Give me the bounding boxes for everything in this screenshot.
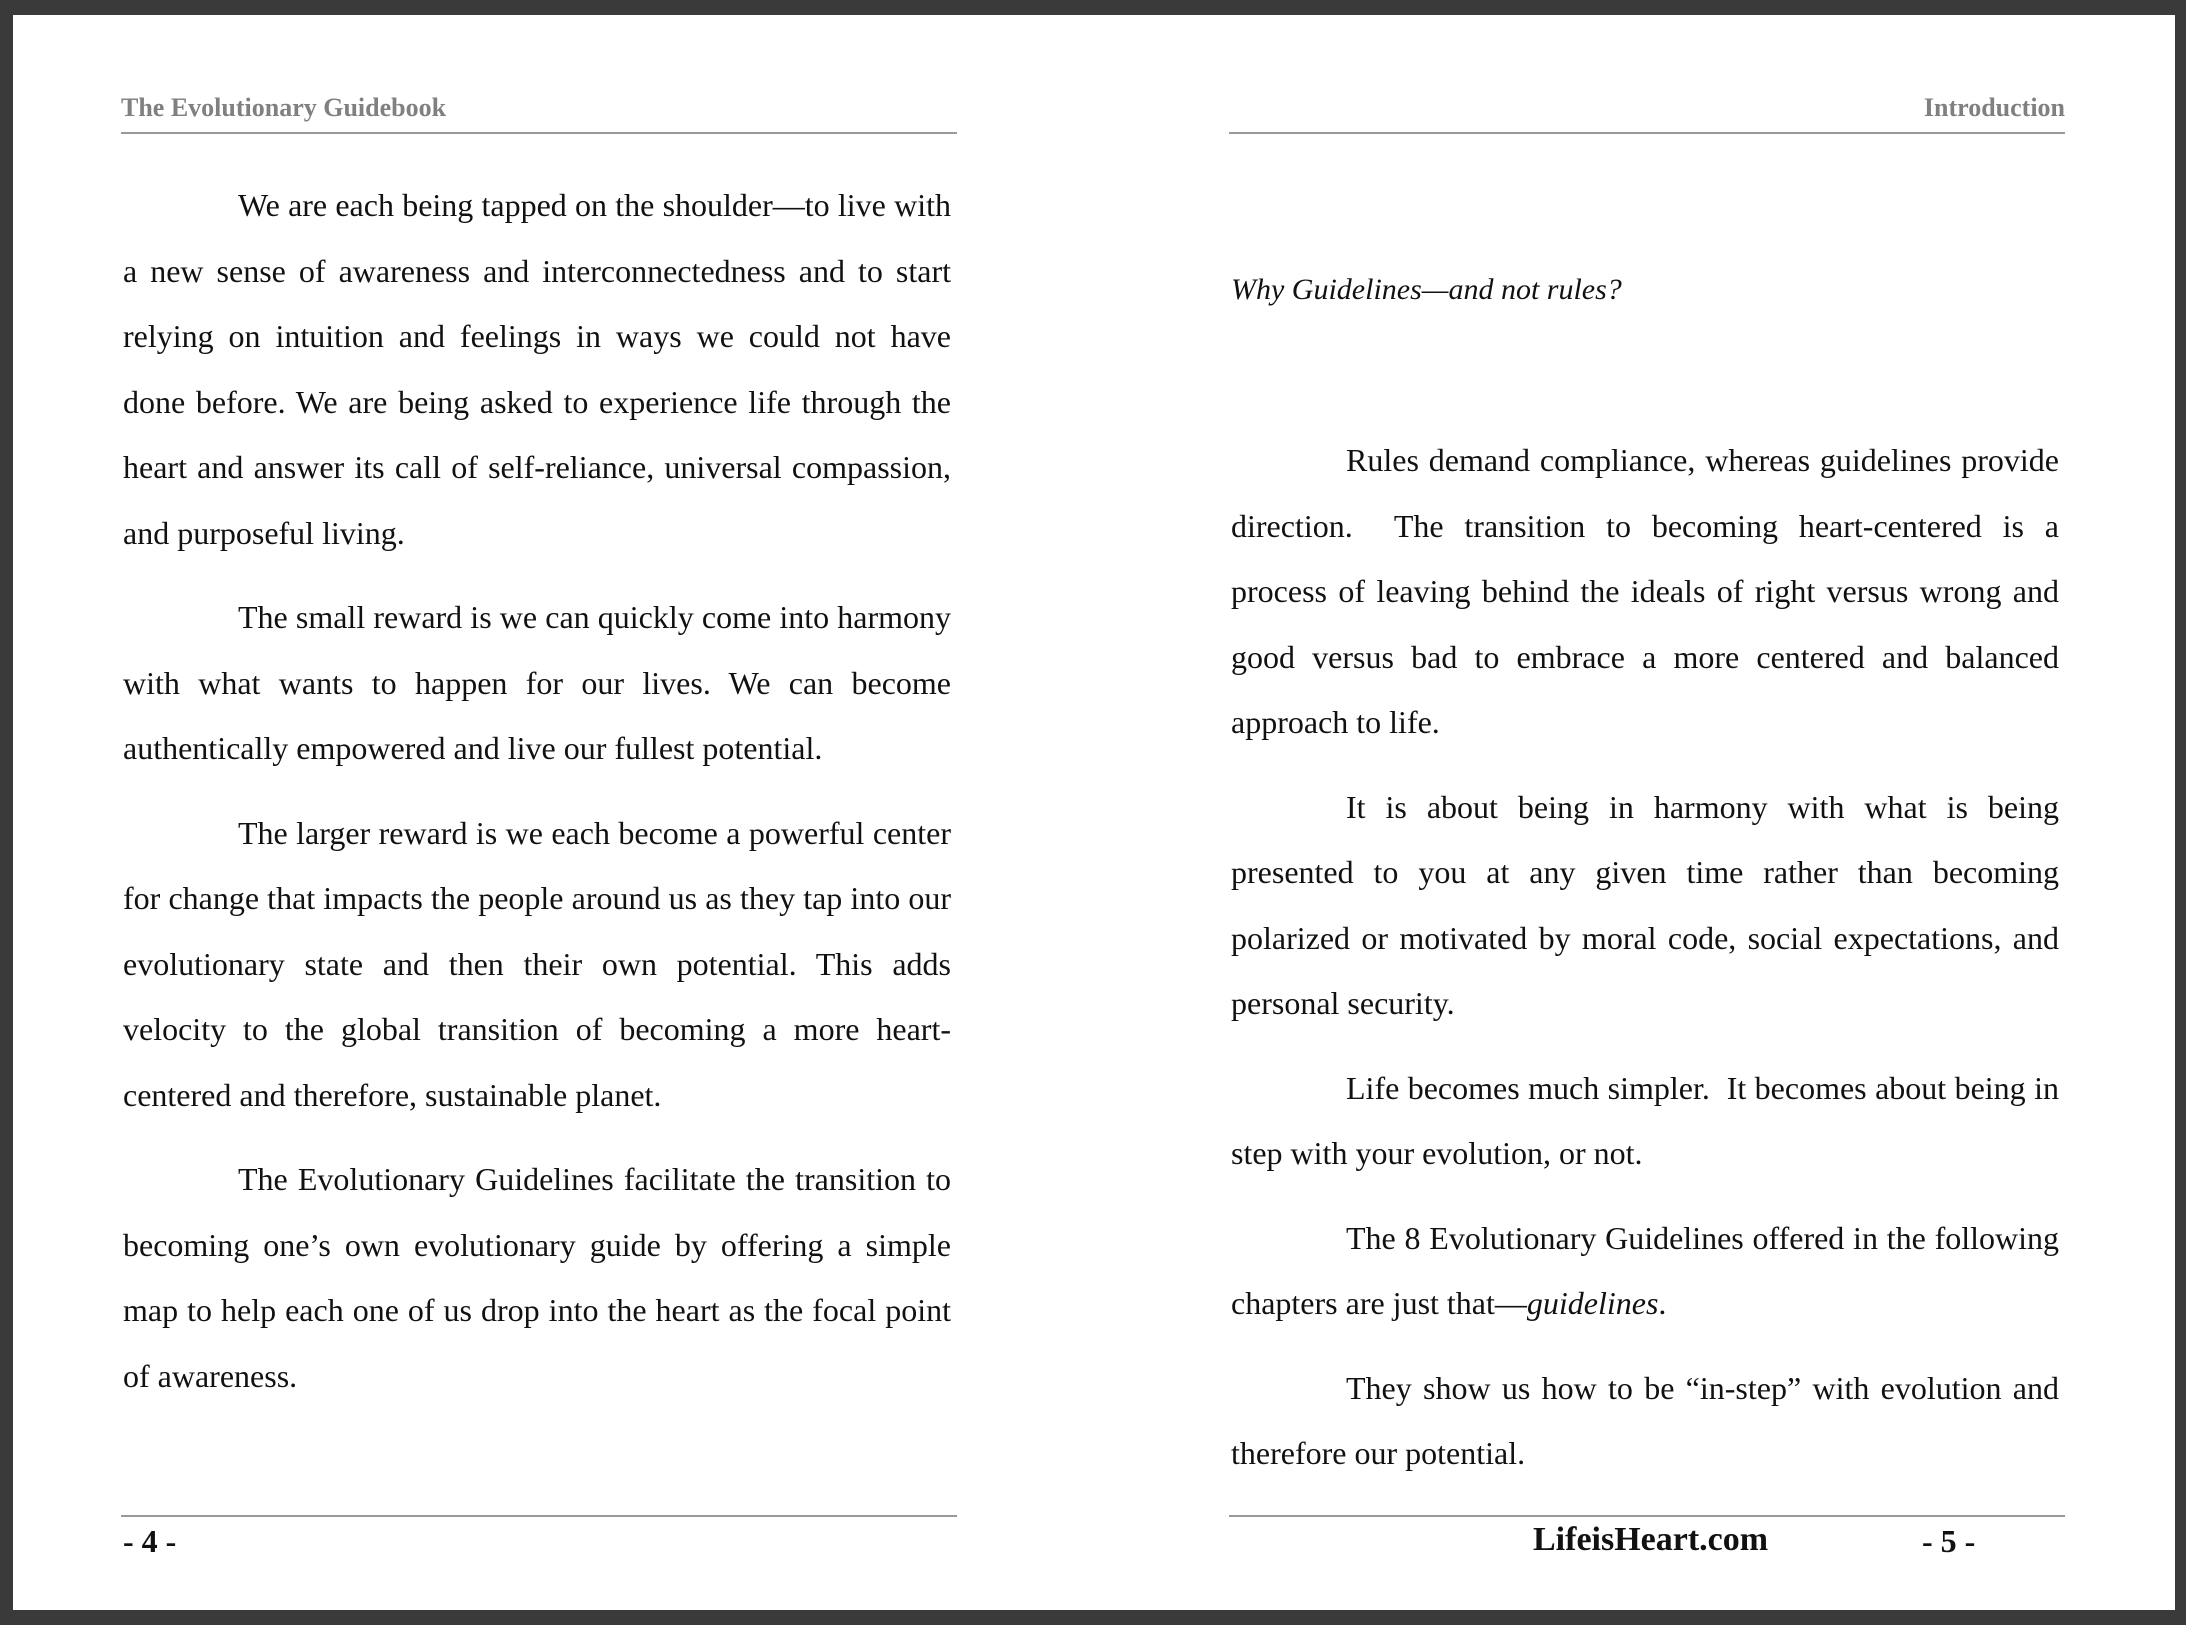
- page-number: - 4 -: [123, 1523, 177, 1559]
- paragraph: The larger reward is we each become a powerful center for change that impacts the people around us as they tap into our evolutionary state and then their own potential. This adds velocity to the global transition of becoming a more heart-centered and therefore, sustainable planet.: [123, 814, 951, 1113]
- paragraph: We are each being tapped on the shoulder—to live with a new sense of awareness and interconnectedness and to start relying on intuition and feelings in ways we could not have done before. We are being asked to experience life through the heart and answer its call of self-reliance, universal compassion, and purposeful living.: [123, 187, 951, 551]
- paragraph: The Evolutionary Guidelines facilitate the transition to becoming one’s own evolutionary guide by offering a simple map to help each one of us drop into the heart as the focal point of awareness.: [123, 1161, 951, 1394]
- paragraph: It is about being in harmony with what is being presented to you at any given time rather than becoming polarized or motivated by moral code, social expectations, and personal security.: [1231, 788, 2059, 1021]
- text-run: .: [1658, 1285, 1667, 1321]
- running-head-chapter-title: Introduction: [1923, 93, 2065, 122]
- page-number: - 5 -: [1922, 1523, 1976, 1559]
- book-spread: [13, 15, 2175, 1610]
- footer-rule: [121, 1515, 957, 1517]
- header-rule: [121, 132, 957, 134]
- paragraph: Life becomes much simpler. It becomes about being in step with your evolution, or not.: [1231, 1069, 2059, 1171]
- paragraph: Rules demand compliance, whereas guidelines provide direction. The transition to becoming heart-centered is a process of leaving behind the ideals of right versus wrong and good versus bad to embrace a more centered and balanced approach to life.: [1231, 442, 2059, 740]
- paragraph: The small reward is we can quickly come into harmony with what wants to happen for our lives. We can become authentically empowered and live our fullest potential.: [123, 599, 951, 766]
- text-run: The 8 Evolutionary Guidelines offered in the following chapters are just that—: [1231, 1219, 2059, 1321]
- header-rule: [1229, 132, 2065, 134]
- running-head-book-title: The Evolutionary Guidebook: [121, 93, 447, 122]
- footer-rule: [1229, 1515, 2065, 1517]
- paragraph-guidelines: [1231, 1206, 2059, 1337]
- right-page-body: [1231, 428, 2059, 1506]
- footer-website: LifeisHeart.com: [1533, 1521, 1769, 1558]
- paragraph: They show us how to be “in-step” with evolution and therefore our potential.: [1231, 1369, 2059, 1471]
- left-page-body: [123, 173, 951, 1428]
- emphasis-text: guidelines: [1526, 1285, 1659, 1321]
- section-subheading: Why Guidelines—and not rules?: [1231, 273, 1622, 306]
